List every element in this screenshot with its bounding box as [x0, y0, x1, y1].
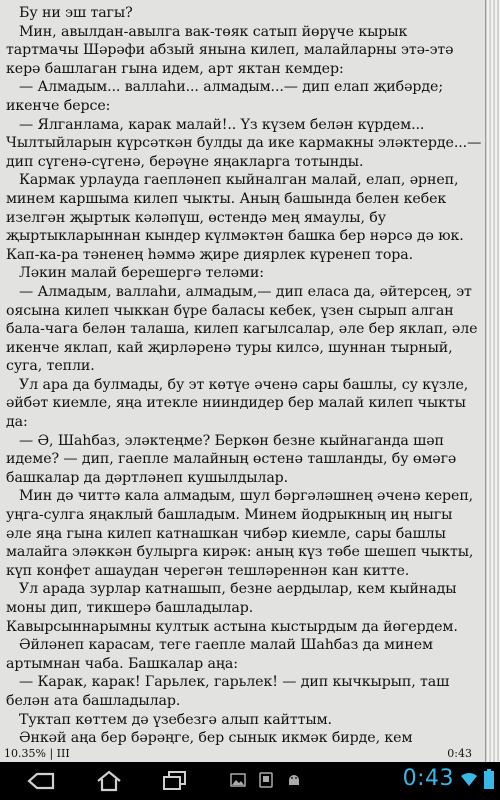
status-clock: 0:43: [402, 766, 454, 791]
back-button[interactable]: [18, 766, 64, 796]
paragraph: — Ялганлама, карак малай!.. Үз күзем белән күрдем... Чылтыйларын күрсәткән булды да ике кармакны эләктерде...— дип сүгенә-сүгенә, берәүне яңакларга тотынды.: [6, 116, 482, 170]
paragraph: — Алмадым... валлаһи... алмадым...— дип елап җибәрде; икенче берсе:: [6, 79, 443, 114]
reader-footer: [0, 745, 484, 762]
paragraph: Мин, авылдан-авылга вак-төяк сатып йөрүче кырык тартмачы Шәрәфи абзый янына килеп, малайларны этә-этә керә башлаган гына идем, арт яктан кемдер:: [6, 23, 454, 77]
gallery-icon: [230, 772, 246, 788]
home-icon: [94, 769, 124, 793]
status-right[interactable]: [403, 766, 494, 791]
page-stack-edge: [485, 0, 500, 762]
notification-icons: [230, 772, 302, 788]
paragraph: Мин дә читтә кала алмадым, шул бәргәләшнең әченә кереп, уңга-сулга яңаклый башладым. Минем йодрыкның иң ныгы әле яңа гына килеп катнашкан чибәр киемле, сары башлы малайга эләккән булырга кирәк: аның күз төбе шешеп чыкты, күп конфет ашаудан черегән тешләреннән кан китте.: [6, 488, 474, 579]
battery-icon: [484, 769, 494, 789]
paragraph: Әйләнеп карасам, теге гаепле малай Шаһбаз да минем артымнан чаба. Башкалар аңа:: [6, 637, 433, 672]
paragraph: Ул арада зурлар катнашып, безне аердылар, кем кыйнады моны дип, тикшерә башладылар.: [6, 581, 457, 616]
reader-time: 0:43: [447, 747, 472, 760]
paragraph: Ләкин малай берешергә теләми:: [19, 265, 264, 282]
recent-apps-icon: [160, 769, 190, 793]
system-bar: [0, 762, 500, 800]
paragraph: Кармак урлауда гаепләнеп кыйналган малай, елап, әрнеп, минем каршыма килеп чыкты. Аның башында белен кебек изелгән җыртык кәләпүш, өстендә мең ямаулы, бу җыртыкларыннан кындер күлмәктән башка бер нәрсә дә юк. Кап-ка-ра тәненең һәммә җире диярлек күренеп тора.: [6, 172, 464, 263]
paragraph: — Алмадым, валлаһи, алмадым,— дип еласа да, әйтерсең, эт оясына килеп чыккан бүре баласы кебек, үзен сырып алган бала-чага белән талаша, килеп кагылсалар, әле бер яклап, әле икенче яклап, кай җирләренә туры килсә, шуннан тырный, суга, тепли.: [6, 283, 478, 375]
book-text: [6, 4, 482, 748]
paragraph: — Ә, Шаһбаз, эләктеңме? Беркөн безне кыйнаганда шәп идеме? — дип, гаепле малайның өстенә ташланды, бу өмәгә башкалар да дәртләнеп кушылдылар.: [6, 432, 457, 486]
reading-progress: 10.35% | III: [4, 747, 70, 760]
home-button[interactable]: [86, 766, 132, 796]
android-debug-icon: [286, 772, 302, 788]
recent-apps-button[interactable]: [152, 766, 198, 796]
screenshot-icon: [258, 772, 274, 788]
back-icon: [23, 770, 59, 792]
paragraph: Бу ни эш тагы?: [19, 5, 133, 21]
paragraph: Туктап көттем дә үзебезгә алып кайттым.: [19, 711, 332, 728]
paragraph: — Карак, карак! Гарьлек, гарьлек! — дип кычкырып, таш белән ата башладылар.: [6, 674, 450, 709]
paragraph: Ул ара да булмады, бу эт көтүе әченә сары башлы, су күзле, әйбәт киемле, яңа итекле нииндидер бер малай килеп чыкты да:: [6, 376, 469, 431]
paragraph: Кавырсыннарымны култык астына кыстырдым да йөгердем.: [6, 618, 458, 635]
paragraph: Әнкәй аңа бер бәрәңге, бер сынык икмәк бирде, кем: [19, 730, 413, 747]
wifi-icon: [460, 771, 478, 787]
